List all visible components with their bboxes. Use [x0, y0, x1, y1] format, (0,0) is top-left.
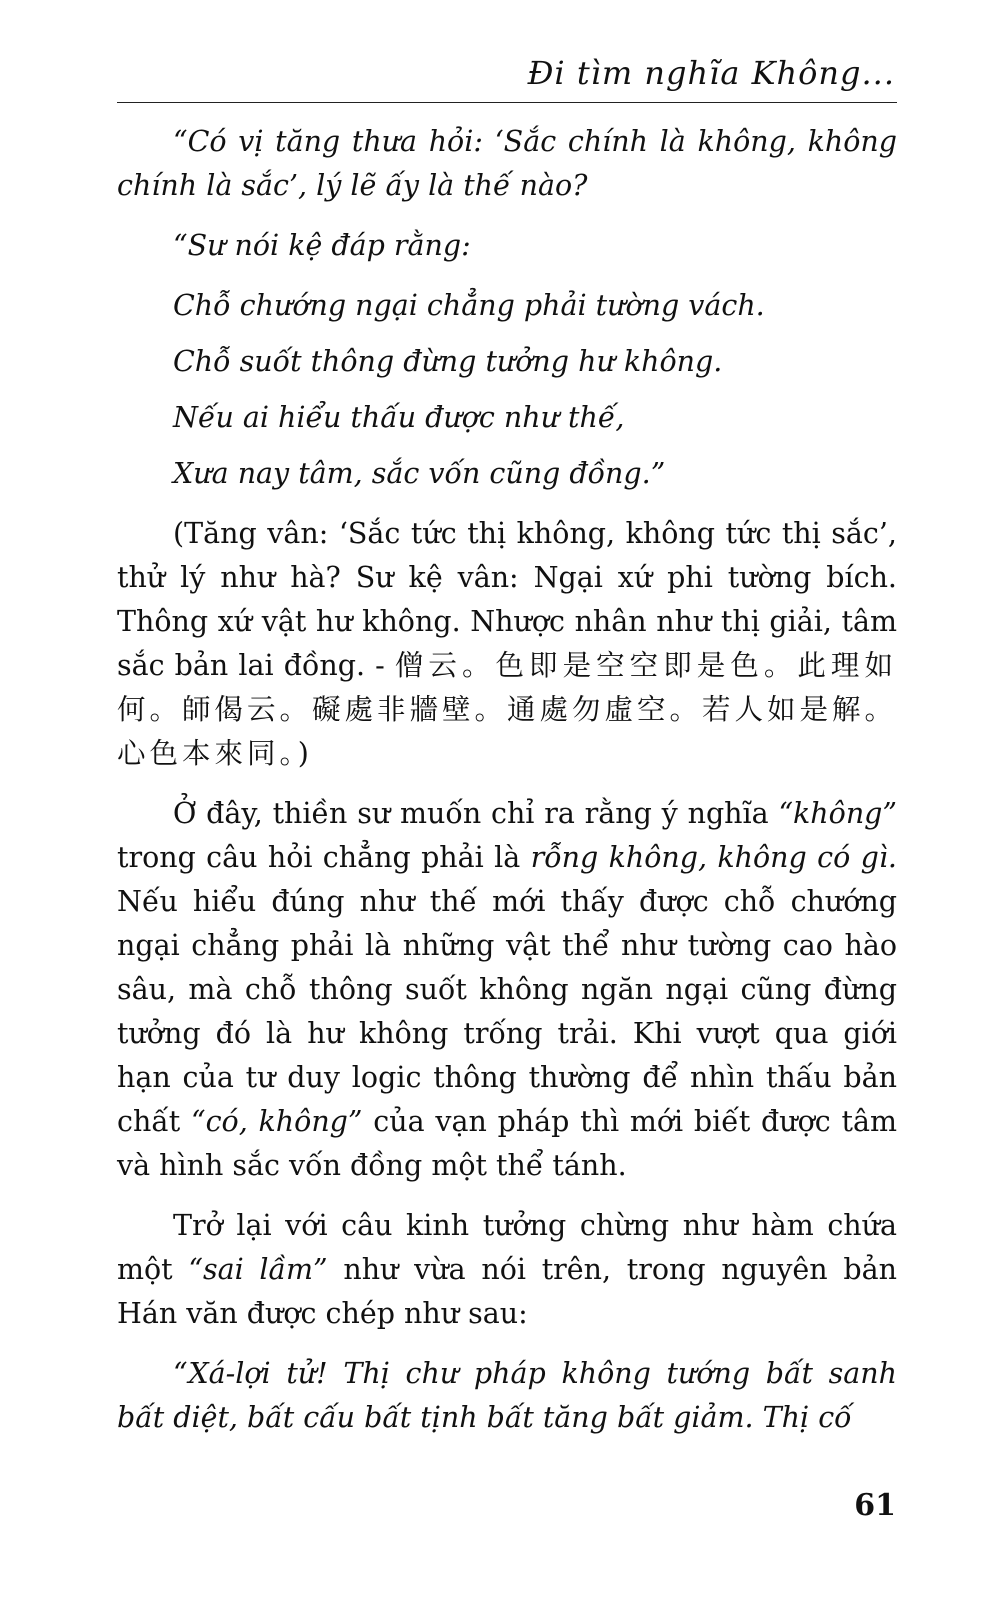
- page-body: [117, 120, 897, 1440]
- chinese-text: 僧云。色即是空空即是色。此理如何。師偈云。礙處非牆壁。通處勿虛空。若人如是解。心色本來同。: [117, 649, 898, 770]
- emphasis: “không”: [778, 797, 897, 830]
- han-viet-paragraph: [117, 512, 897, 776]
- text-run: Ở đây, thiền sư muốn chỉ ra rằng ý nghĩa: [173, 797, 779, 830]
- sutra-quote: “Xá-lợi tử! Thị chư pháp không tướng bất sanh bất diệt, bất cấu bất tịnh bất tăng bất giảm. Thị cố: [117, 1357, 897, 1434]
- text-run: Trở lại với câu kinh tưởng chừng như hàm chứa một: [117, 1209, 897, 1286]
- page-number: 61: [854, 1488, 896, 1523]
- text-run: Nếu hiểu đúng như thế mới thấy được chỗ chướng ngại chẳng phải là những vật thể như tường cao hào sâu, mà chỗ thông suốt không ngăn ngại cũng đừng tưởng đó là hư không trống trải. Khi vượt qua giới hạn của tư duy logic thông thường để nhìn thấu bản chất: [117, 885, 897, 1138]
- running-title: Đi tìm nghĩa Không...: [527, 54, 895, 92]
- explanation-paragraph: [117, 792, 897, 1188]
- verse-block: [117, 284, 897, 496]
- question-paragraph: “Có vị tăng thưa hỏi: ‘Sắc chính là không, không chính là sắc’, lý lẽ ấy là thế nào?: [117, 125, 897, 202]
- text-run: như vừa nói trên, trong nguyên bản Hán văn được chép như sau:: [117, 1253, 897, 1330]
- emphasis: “sai lầm”: [188, 1253, 328, 1286]
- text-run: của vạn pháp thì mới biết được tâm và hình sắc vốn đồng một thể tánh.: [117, 1105, 898, 1182]
- closing-paren: ): [297, 737, 309, 770]
- answer-intro: “Sư nói kệ đáp rằng:: [173, 229, 471, 262]
- emphasis: rỗng không, không có gì.: [530, 841, 897, 874]
- verse-line: Chỗ suốt thông đừng tưởng hư không.: [173, 345, 723, 378]
- emphasis: “có, không”: [191, 1105, 363, 1138]
- running-header: [117, 52, 897, 103]
- return-paragraph: [117, 1204, 897, 1336]
- verse-line: Chỗ chướng ngại chẳng phải tường vách.: [173, 289, 765, 322]
- text-run: trong câu hỏi chẳng phải là: [117, 841, 531, 874]
- verse-line: Nếu ai hiểu thấu được như thế,: [173, 401, 625, 434]
- verse-line: Xưa nay tâm, sắc vốn cũng đồng.”: [173, 457, 666, 490]
- han-viet-text: (Tăng vân: ‘Sắc tức thị không, không tức thị sắc’, thử lý như hà? Sư kệ vân: Ngại xứ phi tường bích. Thông xứ vật hư không. Nhược nhân như thị giải, tâm sắc bản lai đồng. -: [117, 517, 897, 682]
